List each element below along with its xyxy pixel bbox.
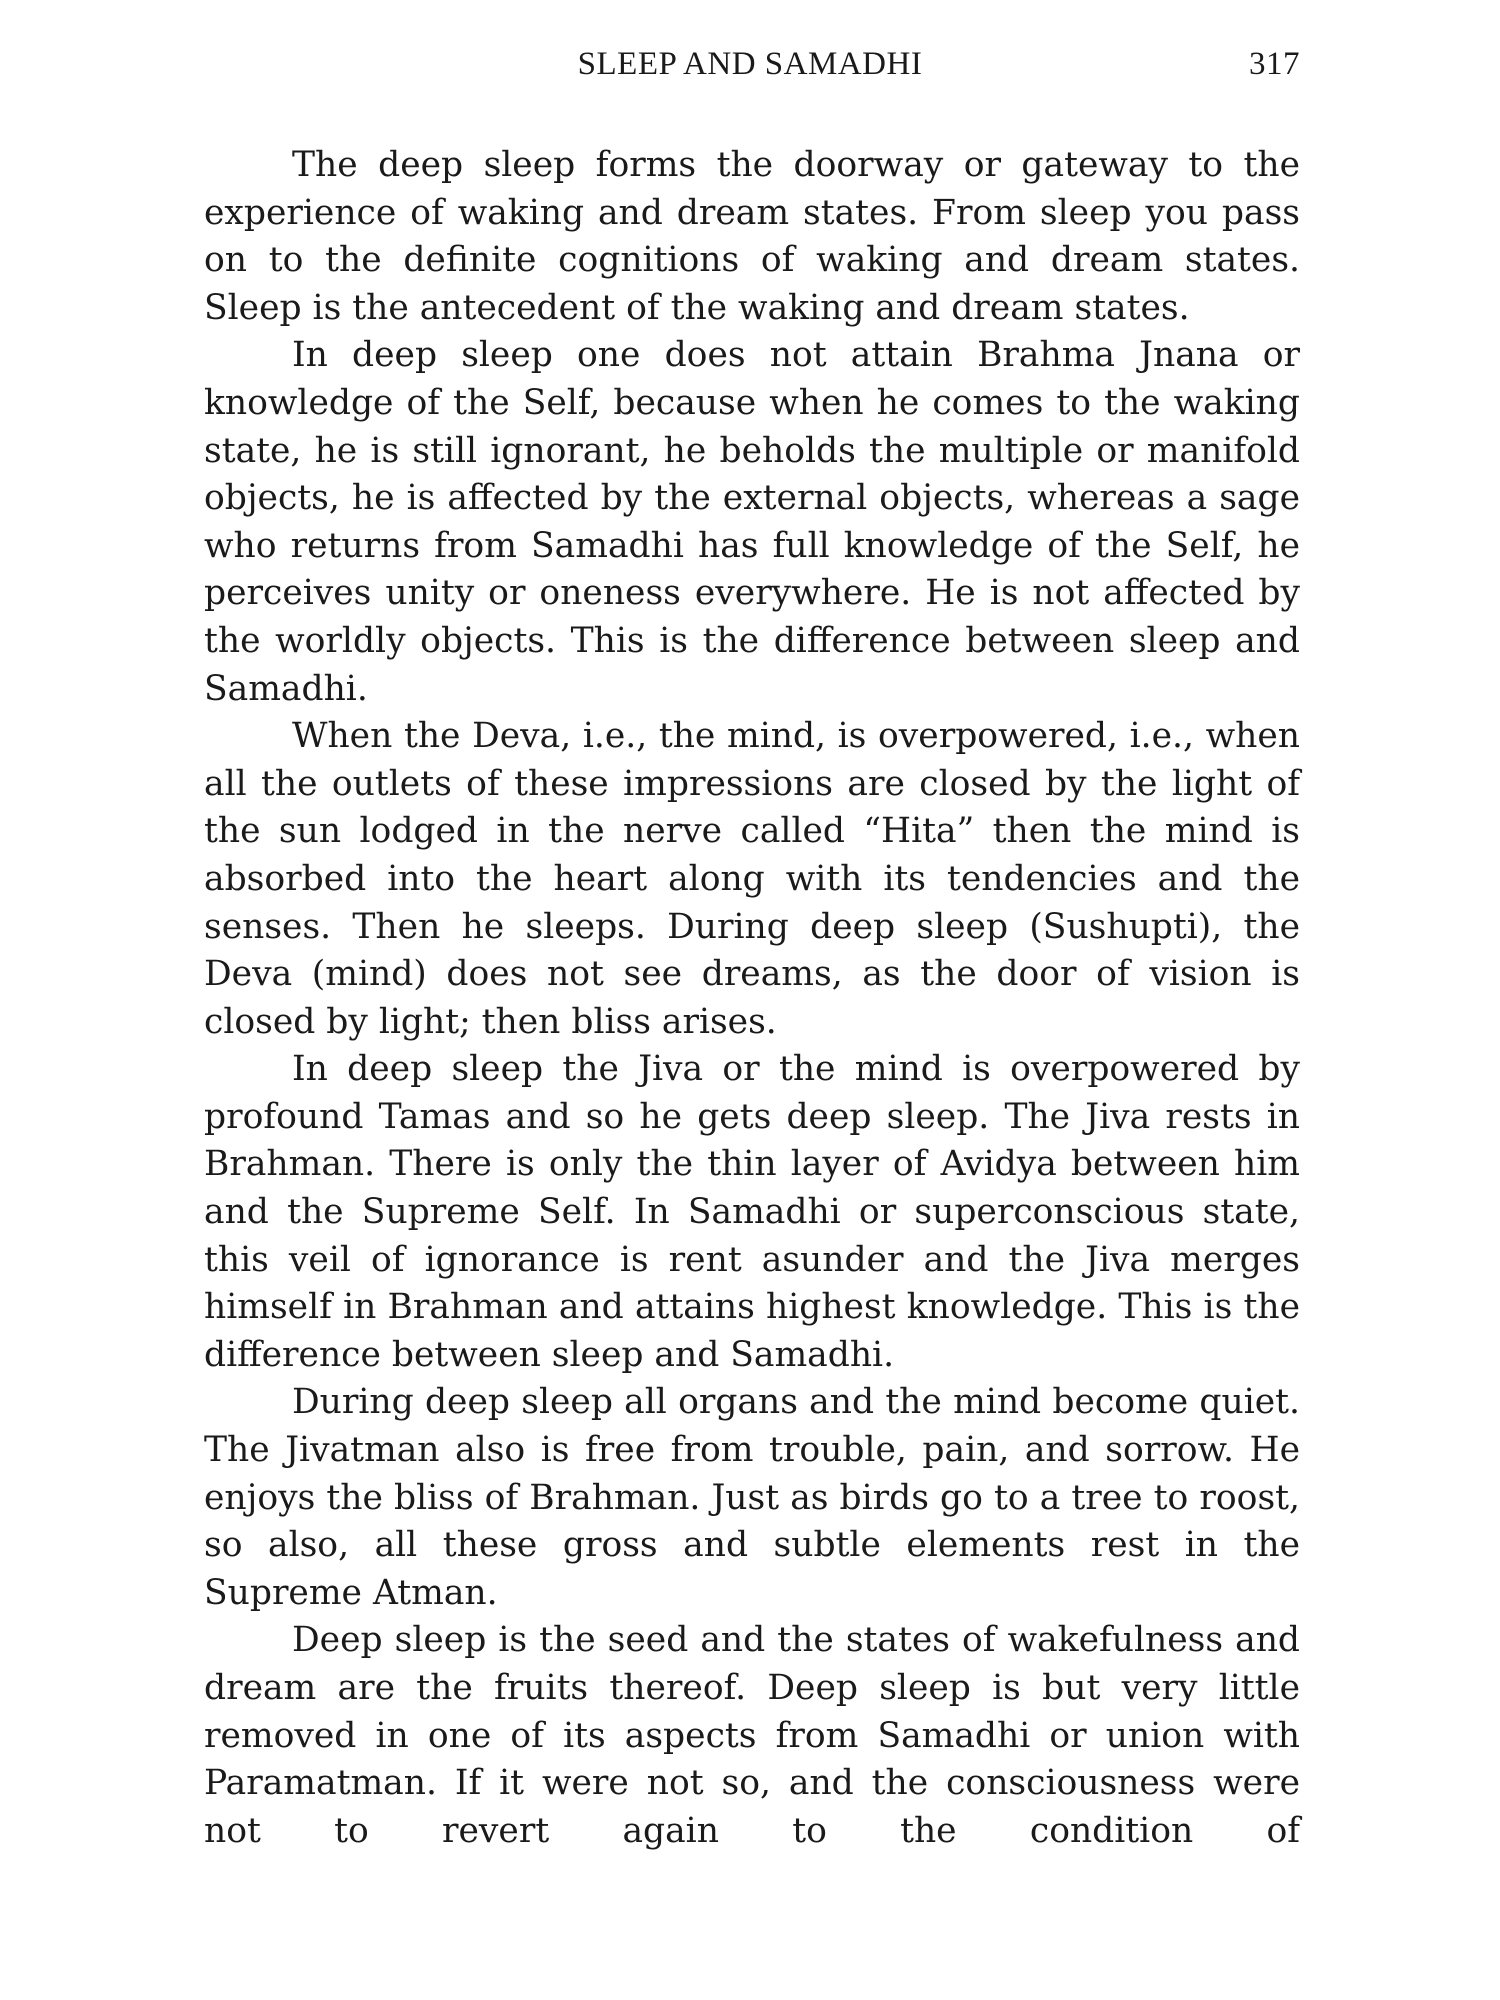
page-number: 317 xyxy=(1249,46,1300,82)
paragraph-5: During deep sleep all organs and the mind become quiet. The Jivatman also is free from trouble, pain, and sorrow. He enjoys the bliss of Brahman. Just as birds go to a tree to roost, so also, all these gross and subtle elements rest in the Supreme Atman. xyxy=(204,1382,1300,1613)
paragraph-4: In deep sleep the Jiva or the mind is overpowered by profound Tamas and so he gets deep sleep. The Jiva rests in Brahman. There is only the thin layer of Avidya between him and the Supreme Self. In Samadhi or superconscious state, this veil of ignorance is rent asunder and the Jiva merges himself in Brahman and attains highest knowledge. This is the difference between sleep and Samadhi. xyxy=(204,1049,1300,1375)
paragraph-3: When the Deva, i.e., the mind, is overpowered, i.e., when all the outlets of these impressions are closed by the light of the sun lodged in the nerve called “Hita” then the mind is absorbed into the heart along with its tendencies and the senses. Then he sleeps. During deep sleep (Sushupti), the Deva (mind) does not see dreams, as the door of vision is closed by light; then bliss arises. xyxy=(204,716,1300,1042)
running-header xyxy=(200,46,1300,96)
body-text xyxy=(204,142,1300,1855)
paragraph-2: In deep sleep one does not attain Brahma Jnana or knowledge of the Self, because when he comes to the waking state, he is still ignorant, he beholds the multiple or manifold objects, he is affected by the external objects, whereas a sage who returns from Samadhi has full knowledge of the Self, he perceives unity or oneness everywhere. He is not affected by the worldly objects. This is the difference between sleep and Samadhi. xyxy=(204,335,1300,709)
chapter-title: SLEEP AND SAMADHI xyxy=(577,46,923,82)
paragraph-1: The deep sleep forms the doorway or gateway to the experience of waking and dream states. From sleep you pass on to the definite cognitions of waking and dream states. Sleep is the antecedent of the waking and dream states. xyxy=(204,145,1300,328)
paragraph-6: Deep sleep is the seed and the states of wakefulness and dream are the fruits thereof. Deep sleep is but very little removed in one of its aspects from Samadhi or union with Paramatman. If it were not so, and the consciousness were not to revert again to the condition of xyxy=(204,1620,1300,1851)
